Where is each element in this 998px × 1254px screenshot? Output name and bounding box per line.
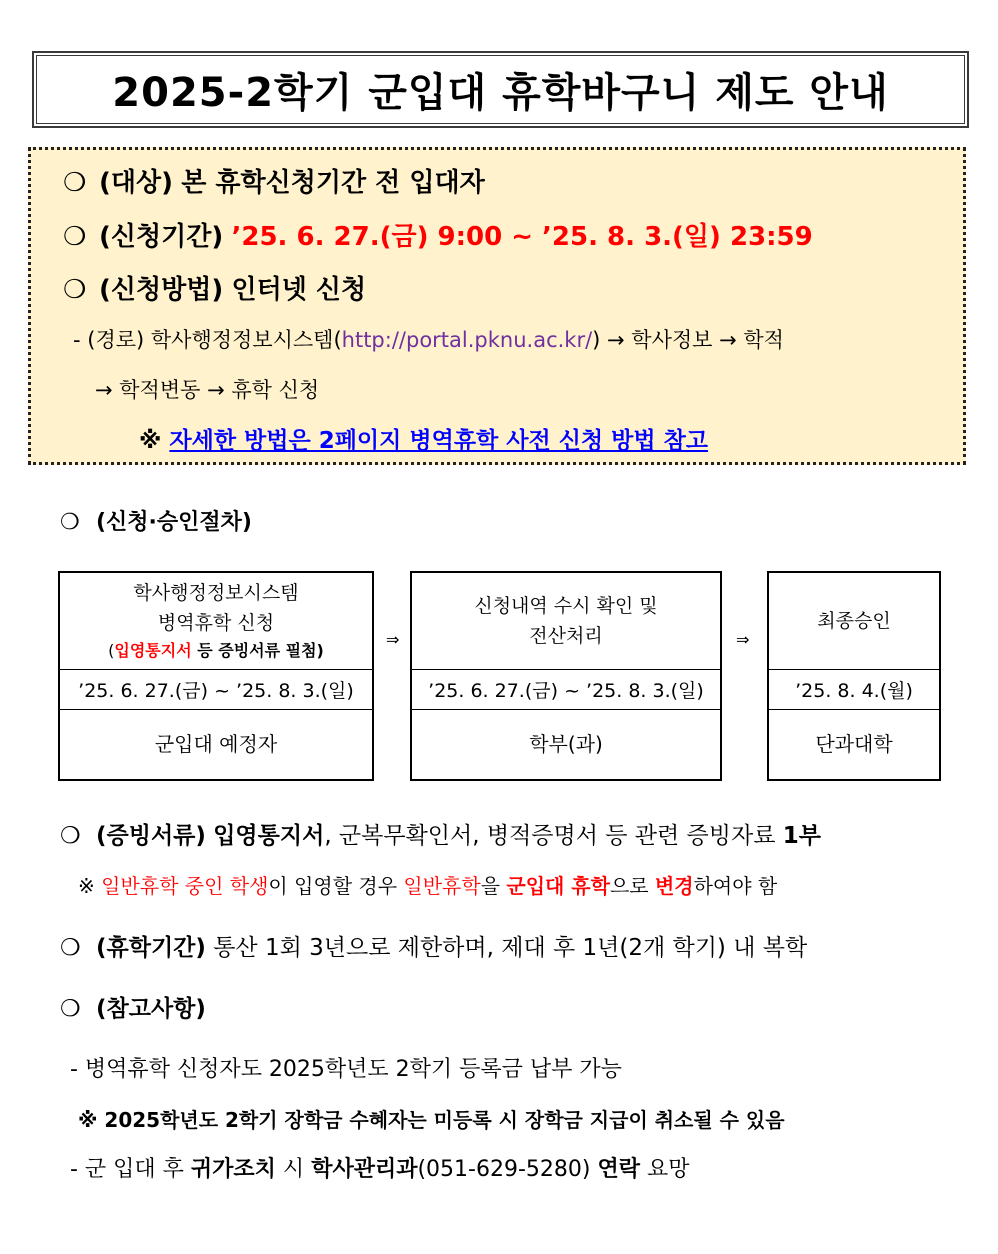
method-label: (신청방법) — [99, 275, 224, 305]
period-row — [63, 216, 813, 253]
route-suffix: ) → 학사정보 → 학적 — [592, 328, 784, 352]
contact-phone: (051-629-5280) — [417, 1157, 598, 1182]
portal-link[interactable]: http://portal.pknu.ac.kr/ — [341, 328, 593, 352]
procedure-step-approve — [767, 571, 941, 781]
bullet-icon: ❍ — [63, 275, 87, 305]
procedure-label: (신청·승인절차) — [96, 510, 252, 535]
documents-label: (증빙서류) — [96, 823, 206, 849]
bullet-icon: ❍ — [60, 510, 80, 535]
reference-heading — [60, 990, 206, 1023]
bullet-icon: ❍ — [60, 935, 81, 961]
step-period: ’25. 6. 27.(금) ~ ’25. 8. 3.(일) — [412, 669, 720, 710]
step-line: 최종승인 — [817, 610, 891, 632]
reference-label: (참고사항) — [96, 996, 206, 1022]
step-note: (입영통지서 등 증빙서류 필첨) — [108, 641, 324, 660]
reference-note-scholarship: ※ 2025학년도 2학기 장학금 수혜자는 미등록 시 장학금 지급이 취소될 수 있음 — [78, 1108, 785, 1132]
route-row — [73, 324, 784, 354]
step-line: 학사행정정보시스템 — [133, 582, 299, 604]
method-row — [63, 269, 366, 306]
page-title-box — [32, 51, 969, 128]
leave-period-row — [60, 929, 807, 962]
period-label: (신청기간) — [99, 222, 224, 252]
period-text: ’25. 6. 27.(금) 9:00 ~ ’25. 8. 3.(일) 23:59 — [231, 222, 813, 252]
note-mark: ※ — [78, 874, 95, 898]
target-label: (대상) — [99, 168, 173, 198]
reference-item-tuition: - 병역휴학 신청자도 2025학년도 2학기 등록금 납부 가능 — [70, 1057, 622, 1082]
bullet-icon: ❍ — [60, 996, 81, 1022]
step-actor: 군입대 예정자 — [154, 732, 278, 756]
procedure-step-apply — [58, 571, 374, 781]
documents-row — [60, 817, 821, 850]
arrow-icon: ⇒ — [736, 630, 750, 649]
step-actor: 단과대학 — [815, 732, 893, 756]
route-prefix: - (경로) 학사행정정보시스템( — [73, 328, 342, 352]
step-note-highlight: 입영통지서 — [114, 641, 192, 660]
note-row — [139, 422, 708, 455]
step-period: ’25. 8. 4.(월) — [769, 669, 939, 710]
documents-bold-item: 입영통지서 — [213, 823, 325, 849]
method-text: 인터넷 신청 — [231, 275, 367, 305]
step-line: 신청내역 수시 확인 및 — [474, 595, 658, 617]
page-title: 2025-2학기 군입대 휴학바구니 제도 안내 — [112, 70, 889, 116]
leave-period-label: (휴학기간) — [96, 935, 206, 961]
reference-item-contact: - 군 입대 후 귀가조치 시 학사관리과(051-629-5280) 연락 요망 — [70, 1157, 690, 1182]
procedure-heading — [60, 505, 252, 536]
documents-note: ※ 일반휴학 중인 학생이 입영할 경우 일반휴학을 군입대 휴학으로 변경하여야 함 — [78, 874, 778, 898]
step-period: ’25. 6. 27.(금) ~ ’25. 8. 3.(일) — [60, 669, 372, 710]
step-description — [412, 573, 720, 669]
documents-count: 1부 — [782, 823, 821, 849]
info-box — [28, 147, 966, 465]
step-description — [769, 573, 939, 669]
target-row — [63, 162, 485, 199]
bullet-icon: ❍ — [60, 823, 81, 849]
step-line: 병역휴학 신청 — [157, 612, 275, 634]
route-row-2: → 학적변동 → 휴학 신청 — [95, 378, 320, 402]
step-line: 전산처리 — [529, 625, 603, 647]
target-text: 본 휴학신청기간 전 입대자 — [181, 168, 485, 198]
bullet-icon: ❍ — [63, 168, 87, 198]
guide-link[interactable]: 자세한 방법은 2페이지 병역휴학 사전 신청 방법 참고 — [169, 428, 709, 454]
documents-rest: , 군복무확인서, 병적증명서 등 관련 증빙자료 — [324, 823, 776, 849]
arrow-icon: ⇒ — [386, 630, 400, 649]
bullet-icon: ❍ — [63, 222, 87, 252]
note-mark: ※ — [139, 428, 162, 454]
procedure-step-review — [410, 571, 722, 781]
step-description — [60, 573, 372, 669]
step-actor: 학부(과) — [529, 732, 603, 756]
leave-period-text: 통산 1회 3년으로 제한하며, 제대 후 1년(2개 학기) 내 복학 — [213, 935, 808, 961]
